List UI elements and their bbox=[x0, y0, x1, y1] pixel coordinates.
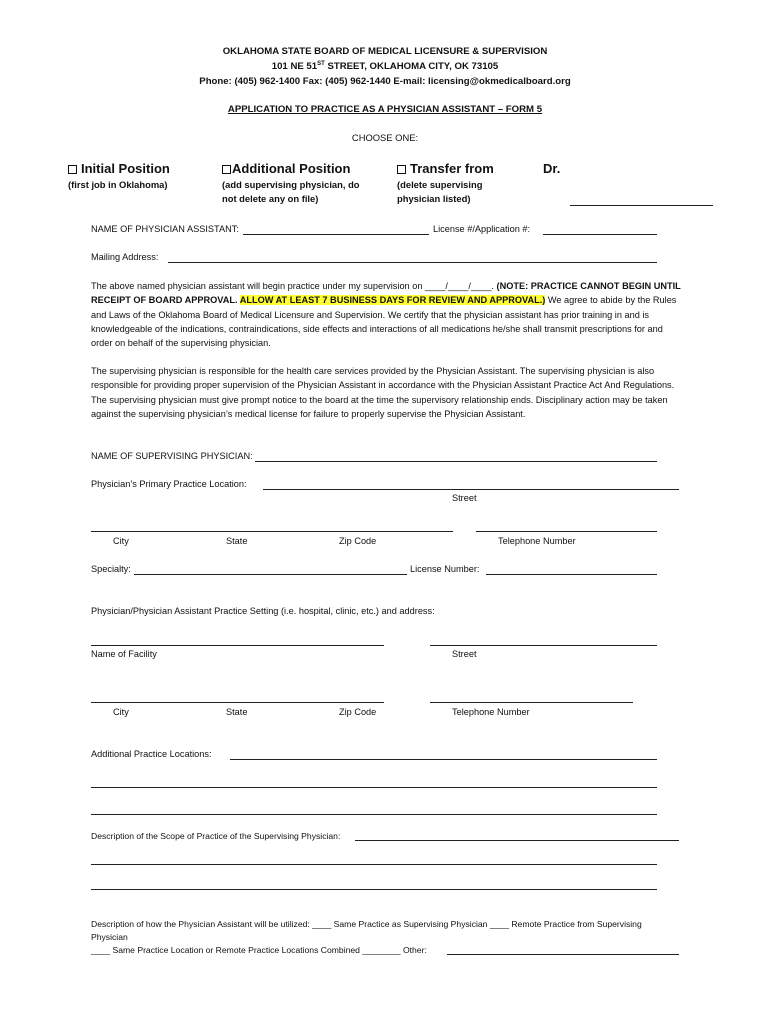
choose-one-label: CHOOSE ONE: bbox=[351, 132, 419, 143]
board-address: 101 NE 51ST STREET, OKLAHOMA CITY, OK 73105 bbox=[271, 61, 499, 73]
license-num-label: License Number: bbox=[410, 564, 480, 574]
specialty-label: Specialty: bbox=[91, 564, 131, 574]
additional-note-1: (add supervising physician, do bbox=[222, 179, 360, 190]
initial-note: (first job in Oklahoma) bbox=[68, 179, 168, 190]
phone-field-1[interactable] bbox=[476, 531, 657, 532]
highlighted-note: ALLOW AT LEAST 7 BUSINESS DAYS FOR REVIEW AND APPROVAL.) bbox=[239, 295, 546, 306]
state-label-1: State bbox=[226, 536, 248, 546]
other-field[interactable] bbox=[447, 954, 679, 955]
additional-locs-field-2[interactable] bbox=[91, 787, 657, 788]
street-label-2: Street bbox=[452, 649, 477, 659]
option-initial[interactable]: Initial Position bbox=[68, 161, 170, 176]
phone-label-1: Telephone Number bbox=[498, 536, 576, 546]
mailing-label: Mailing Address: bbox=[91, 252, 159, 262]
checkbox-initial[interactable] bbox=[68, 165, 77, 174]
scope-field-3[interactable] bbox=[91, 889, 657, 890]
scope-label: Description of the Scope of Practice of the Supervising Physician: bbox=[91, 831, 341, 841]
phone-label-2: Telephone Number bbox=[452, 707, 530, 717]
city-state-zip-field-1[interactable] bbox=[91, 531, 453, 532]
transfer-note-1: (delete supervising bbox=[397, 179, 483, 190]
sup-name-label: NAME OF SUPERVISING PHYSICIAN: bbox=[91, 451, 253, 461]
facility-field[interactable] bbox=[91, 645, 384, 646]
license-num-field[interactable] bbox=[486, 574, 657, 575]
specialty-field[interactable] bbox=[134, 574, 407, 575]
utilization-line-3: ____ Same Practice Location or Remote Practice Locations Combined ________ Other: bbox=[91, 945, 427, 955]
transfer-dr-line[interactable] bbox=[570, 205, 713, 206]
city-label-1: City bbox=[113, 536, 129, 546]
additional-locs-field-3[interactable] bbox=[91, 814, 657, 815]
additional-note-2: not delete any on file) bbox=[222, 193, 319, 204]
license-app-label: License #/Application #: bbox=[433, 224, 531, 234]
zip-label-1: Zip Code bbox=[339, 536, 377, 546]
paragraph-responsibility: The supervising physician is responsible for the health care services provided by the Physician Assistant. The supervising physician is also responsible for providing proper supervision of the Physician Assistant in accordance with the Physician Assistant Practice Act And Regulations. The supervising physician must give prompt notice to the board at the time the supervisory relationship ends. Disciplinary action may be taken against the supervising physician’s medical license for failure to properly supervise the Physician Assistant. bbox=[91, 366, 675, 419]
city-label-2: City bbox=[113, 707, 129, 717]
transfer-note-2: physician listed) bbox=[397, 193, 471, 204]
option-transfer[interactable]: Transfer from bbox=[397, 161, 494, 176]
checkbox-additional[interactable] bbox=[222, 165, 231, 174]
board-contact: Phone: (405) 962-1400 Fax: (405) 962-1440 E-mail: licensing@okmedicalboard.org bbox=[199, 76, 571, 87]
pa-name-label: NAME OF PHYSICIAN ASSISTANT: bbox=[91, 224, 239, 234]
primary-loc-field[interactable] bbox=[263, 489, 679, 490]
scope-field-1[interactable] bbox=[355, 840, 679, 841]
checkbox-transfer[interactable] bbox=[397, 165, 406, 174]
mailing-field[interactable] bbox=[168, 262, 657, 263]
zip-label-2: Zip Code bbox=[339, 707, 377, 717]
phone-field-2[interactable] bbox=[430, 702, 633, 703]
board-name: OKLAHOMA STATE BOARD OF MEDICAL LICENSURE & SUPERVISION bbox=[222, 46, 548, 57]
dr-label: Dr. bbox=[543, 161, 561, 176]
utilization-line-2: Physician bbox=[91, 932, 128, 942]
form-title: APPLICATION TO PRACTICE AS A PHYSICIAN ASSISTANT – FORM 5 bbox=[227, 104, 543, 115]
state-label-2: State bbox=[226, 707, 248, 717]
city-state-zip-field-2[interactable] bbox=[91, 702, 384, 703]
license-app-field[interactable] bbox=[543, 234, 657, 235]
setting-label: Physician/Physician Assistant Practice Setting (i.e. hospital, clinic, etc.) and address: bbox=[91, 606, 435, 616]
facility-street-field[interactable] bbox=[430, 645, 657, 646]
pa-name-field[interactable] bbox=[243, 234, 429, 235]
sup-name-field[interactable] bbox=[255, 461, 657, 462]
paragraph-agreement: The above named physician assistant will begin practice under my supervision on ____/____/____. (NOTE: PRACTICE CANNOT BEGIN UNTIL RECEIPT OF BOARD APPROVAL. ALLOW AT LEAST 7 BUSINESS DAYS FOR REVIEW AND APPROVAL.) We agree to abide by the Rules and Laws of the Oklahoma Board of Medical Licensure and Supervision. We certify that the physician assistant has prior training in and is knowledgeable of the indications, contraindications, side effects and interactions of all medications he/she shall transmit prescriptions for and order on behalf of the supervising physician. bbox=[91, 281, 681, 349]
utilization-line-1: Description of how the Physician Assistant will be utilized: ____ Same Practice as Supervising Physician ____ Remote Practice from Supervising bbox=[91, 919, 642, 929]
scope-field-2[interactable] bbox=[91, 864, 657, 865]
additional-locs-label: Additional Practice Locations: bbox=[91, 749, 212, 759]
primary-loc-label: Physician’s Primary Practice Location: bbox=[91, 479, 247, 489]
option-additional[interactable]: Additional Position bbox=[222, 161, 350, 176]
additional-locs-field-1[interactable] bbox=[230, 759, 657, 760]
street-label-1: Street bbox=[452, 493, 477, 503]
facility-label: Name of Facility bbox=[91, 649, 157, 659]
